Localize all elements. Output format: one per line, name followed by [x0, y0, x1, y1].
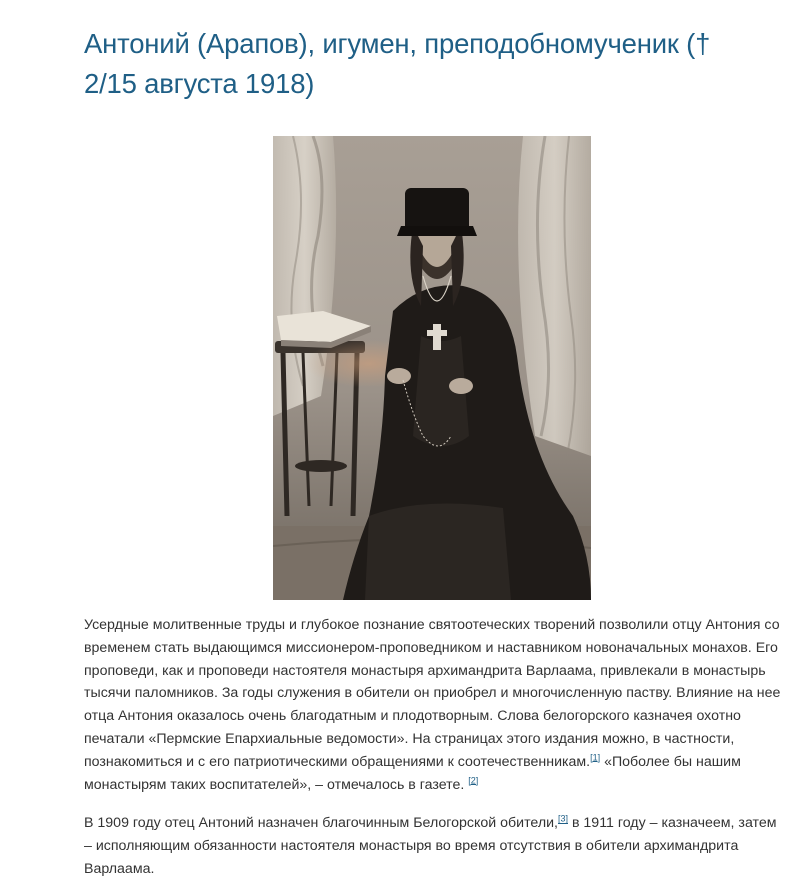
footnote-link-1[interactable]: [1]: [590, 752, 601, 763]
paragraph-1-text-b: «Поболее бы нашим монастырям таких воспитателей», – отмечалось в газете.: [84, 753, 741, 793]
footnote-link-2[interactable]: [2]: [468, 774, 479, 785]
portrait-photo: [273, 136, 591, 600]
footnote-link-3[interactable]: [3]: [557, 813, 568, 824]
paragraph-1-text-a: Усердные молитвенные труды и глубокое познание святоотеческих творений позволили отцу Антония со временем стать выдающимся миссионером-проповедником и наставником новоначальных монахов. Его проповеди, как и проповеди настоятеля монастыря архимандрита Варлаама, привлекали в монастырь тысячи паломников. За годы служения в обители он приобрел и многочисленную паству. Влияние на нее отца Антония оказалось очень благодатным и плодотворным. Слова белогорского казначея охотно печатали «Пермские Епархиальные ведомости». На страницах этого издания можно, в частности, познакомиться и с его патриотическими обращениями к соотечественникам.: [84, 617, 781, 770]
paragraph-2-text-a: В 1909 году отец Антоний назначен благочинным Белогорской обители,: [84, 815, 558, 832]
paragraph-2-text-b: в 1911 году – казначеем, затем – исполняющим обязанности настоятеля монастыря во время отсутствия в обители архимандрита Варлаама.: [84, 815, 777, 877]
paragraph-1: [84, 614, 784, 796]
article-title: Антоний (Арапов), игумен, преподобномученик († 2/15 августа 1918): [84, 28, 711, 99]
portrait-photo-image: [273, 136, 591, 600]
paragraph-2: [84, 812, 784, 879]
